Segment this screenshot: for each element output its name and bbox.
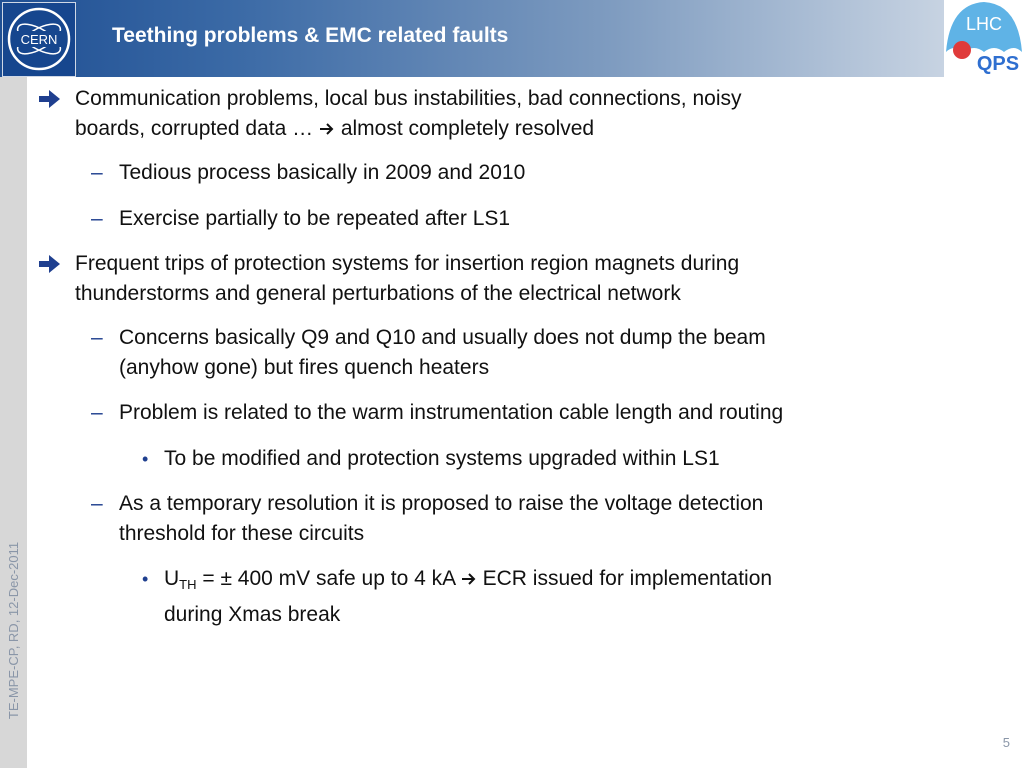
- dot-bullet-text: ECR issued for implementation: [476, 567, 773, 590]
- uth-symbol: U: [164, 567, 180, 590]
- dash-marker: –: [91, 401, 103, 424]
- bullet-frequent-trips: [75, 249, 935, 309]
- sub-bullet-text: Tedious process basically in 2009 and 2010: [119, 161, 526, 184]
- bullet-text: thunderstorms and general perturbations of the electrical network: [75, 282, 681, 305]
- dot-bullet-uth: [142, 564, 944, 630]
- side-label: [0, 520, 27, 740]
- right-arrow-icon: [319, 121, 335, 137]
- lhc-logo-text: LHC: [965, 14, 1003, 34]
- bullet-text: Communication problems, local bus instabilities, bad connections, noisy: [75, 87, 742, 110]
- dash-marker: –: [91, 492, 103, 515]
- umbrella-logo-icon: [944, 0, 1024, 77]
- dot-bullet-text: during Xmas break: [164, 603, 341, 626]
- arrow-bullet-icon: [39, 254, 61, 274]
- page-number: 5: [1002, 735, 1010, 750]
- bullet-text: almost completely resolved: [334, 117, 595, 140]
- sub-bullet-text: Concerns basically Q9 and Q10 and usually does not dump the beam: [119, 326, 766, 349]
- sub-bullet-problem: [91, 398, 949, 428]
- bullet-text: boards, corrupted data …: [75, 117, 319, 140]
- lhc-qps-logo: [944, 0, 1024, 77]
- sub-bullet-text: (anyhow gone) but fires quench heaters: [119, 356, 490, 379]
- sub-bullet-tedious: [91, 158, 949, 188]
- dash-marker: –: [91, 207, 103, 230]
- sub-bullet-text: threshold for these circuits: [119, 522, 365, 545]
- sub-bullet-text: Problem is related to the warm instrumentation cable length and routing: [119, 401, 784, 424]
- dash-marker: –: [91, 326, 103, 349]
- dot-bullet-modified: [142, 444, 944, 474]
- dash-marker: –: [91, 161, 103, 184]
- sub-bullet-concerns: [91, 323, 949, 383]
- uth-subscript: TH: [179, 577, 197, 592]
- bullet-communication: [75, 84, 935, 144]
- cern-logo: [2, 2, 76, 77]
- arrow-bullet-icon: [39, 89, 61, 109]
- dot-marker: •: [142, 449, 149, 469]
- sub-bullet-text: As a temporary resolution it is proposed to raise the voltage detection: [119, 492, 764, 515]
- dot-bullet-text: To be modified and protection systems upgraded within LS1: [164, 447, 720, 470]
- sub-bullet-exercise: [91, 204, 949, 234]
- bullet-text: Frequent trips of protection systems for insertion region magnets during: [75, 252, 740, 275]
- cern-logo-text: CERN: [20, 32, 58, 47]
- slide-title: Teething problems & EMC related faults: [112, 24, 509, 47]
- cern-logo-icon: [3, 3, 75, 76]
- sub-bullet-temporary: [91, 489, 949, 549]
- right-arrow-icon: [461, 571, 477, 587]
- qps-logo-text: QPS: [976, 53, 1020, 75]
- side-label-text: TE-MPE-CP, RD, 12-Dec-2011: [6, 541, 21, 719]
- dot-bullet-text: = ± 400 mV safe up to 4 kA: [196, 567, 461, 590]
- title-bar: [0, 0, 944, 77]
- sub-bullet-text: Exercise partially to be repeated after LS1: [119, 207, 511, 230]
- dot-marker: •: [142, 569, 149, 589]
